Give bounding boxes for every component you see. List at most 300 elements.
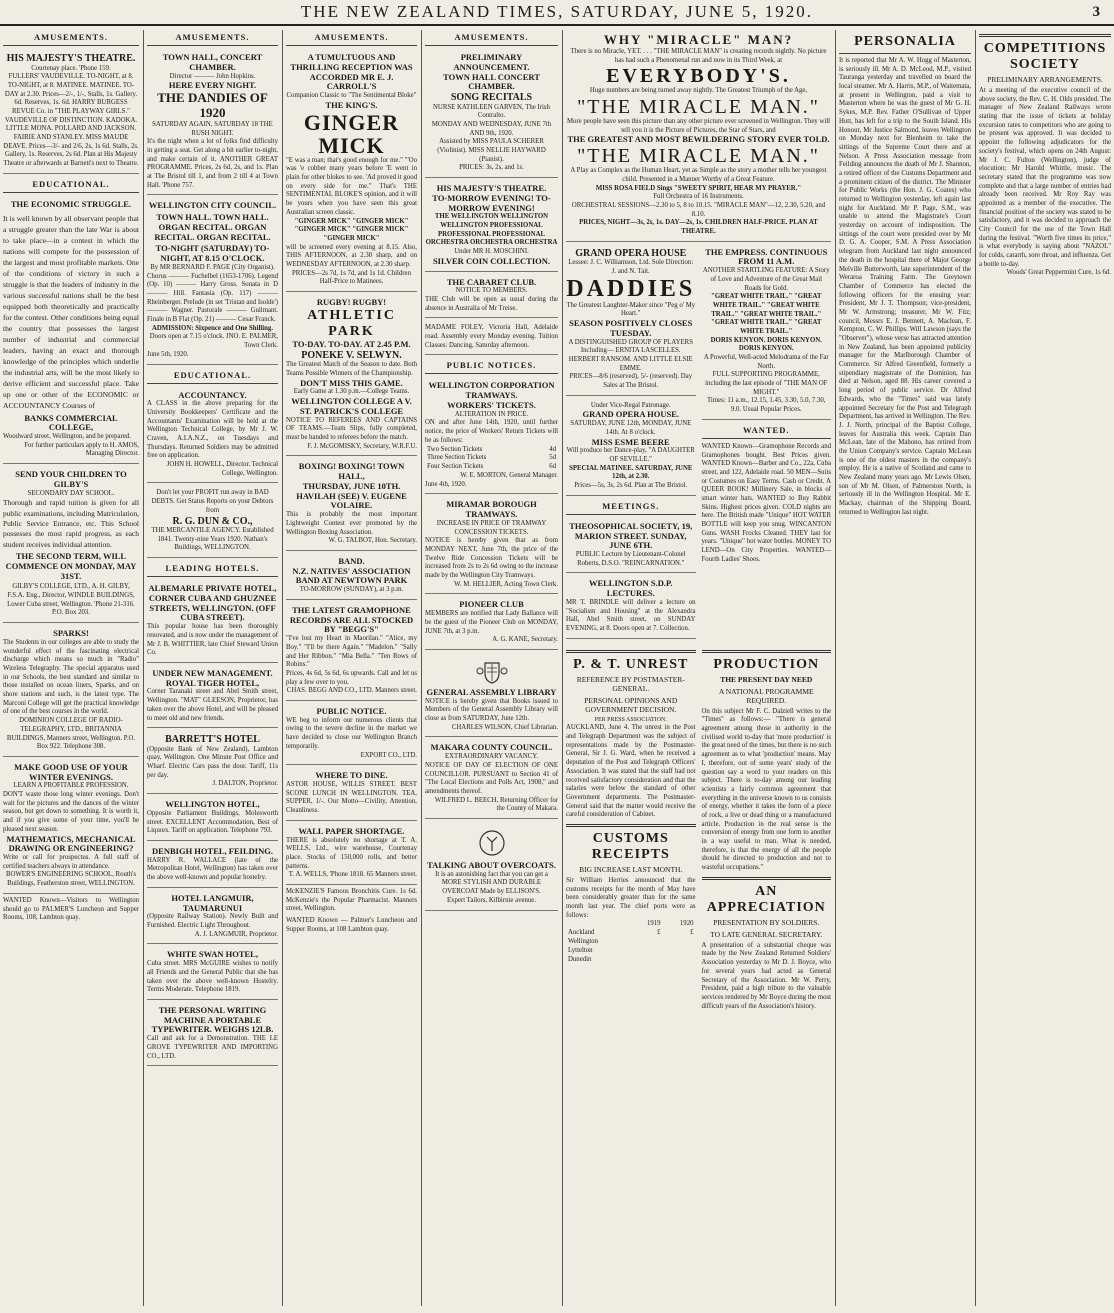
article-body: On this subject Mr F. C. Dalziell writes to the "Times" as follows:— "There is general agreement among those in authority in the civilised world to-day that 'more production' is the great need of the times, but there is no such agreement as to what 'production' means. May I, therefore, out of some years' study of the question say a word to your readers on this subject. There is to-day among our leading scientists a fairly common agreement that everything in the universe known to us consists of energy, whether it takes the form of a piece of rock, a live or dead thing or a manufactured article. Production in the real sense is the conversion of energy from one form to another in a way useful to man. What is needed, therefore, is that the energy of all the people should be directed to production and not to wasteful occupations." xyxy=(701,707,831,872)
section-header: EDUCATIONAL. xyxy=(147,368,278,384)
tailor-emblem-icon xyxy=(477,828,507,858)
ad-body: This popular house has been thoroughly renovated, and is now under the management of Mr J. B. WHITTIER, late Chief Steward Union Co. xyxy=(147,623,278,657)
ad-assembly-library xyxy=(425,653,558,738)
article-headline: P. & T. UNREST xyxy=(573,656,689,672)
matinee: SPECIAL MATINEE. SATURDAY, JUNE 12th, at 2.30. xyxy=(569,464,693,481)
ad-ginger-mick xyxy=(286,50,417,292)
ad-date: TO-MORROW (SUNDAY), at 3 p.m. xyxy=(299,586,404,594)
port: Dunedin xyxy=(568,955,592,963)
ad-subtitle: LEARN A PROFITABLE PROFESSION. xyxy=(13,782,129,790)
value xyxy=(630,938,663,947)
ad-title: PUBLIC NOTICE. xyxy=(316,706,387,717)
article-headline: PERSONALIA xyxy=(854,34,956,49)
column-1 xyxy=(0,30,142,1306)
ad-title: ATHLETIC PARK xyxy=(307,307,396,339)
council-name: WELLINGTON CITY COUNCIL. xyxy=(148,200,277,211)
ad-signature: W. G. TALBOT, Hon. Secretary. xyxy=(328,537,417,545)
performer: MISS ESME BEERE xyxy=(591,436,670,447)
ad-signature: DOMINION COLLEGE OF RADIO-TELEGRAPHY, LTD., BRITANNIA BUILDINGS, Manners street, Wellington. P.O. Box 922. Telephone 308. xyxy=(6,717,136,751)
lessee: Lessee: J. C. Williamson, Ltd. Sole Direction: J. and N. Tait. xyxy=(568,259,694,275)
press-credit: PER PRESS ASSOCIATION. xyxy=(594,716,667,723)
bout: HAVILAH (SEE) V. EUGENE VOLAIRE. xyxy=(296,490,407,511)
article-subhead-2: TO LATE GENERAL SECRETARY. xyxy=(710,929,823,939)
ad-signature: BOWER'S ENGINEERING SCHOOL, Routh's Buildings, Featherston street, WELLINGTON. xyxy=(5,871,137,888)
ticket-type: Four Section Tickets xyxy=(427,463,484,471)
singer: MISS ROSA FIELD Sings "SWEETY SPIRIT, HEAR MY PRAYER." xyxy=(595,184,802,192)
column-header: AMUSEMENTS. xyxy=(3,30,139,46)
ad-kicker: PRELIMINARY ANNOUNCEMENT. xyxy=(453,52,530,72)
ad-subtitle: ANOTHER STARTLING FEATURE: A Story of Love and Adventure of the Great Mail Roads for Gold. xyxy=(702,267,830,292)
ad-body: A Powerful, Well-acted Melodrama of the Far North. xyxy=(703,354,829,370)
news-section xyxy=(566,646,831,1012)
ad-overcoats xyxy=(425,822,558,911)
column-6 xyxy=(835,30,974,1306)
ad-title: BOXING! BOXING! TOWN HALL, xyxy=(298,461,405,482)
column-3 xyxy=(282,30,420,1306)
article-subhead-2: PERSONAL OPINIONS AND GOVERNMENT DECISION. xyxy=(584,695,678,714)
ad-kicker: ALTERATION IN PRICE. xyxy=(454,410,529,418)
ad-white-swan xyxy=(147,947,278,1000)
port: Lyttelton xyxy=(568,946,593,954)
table-row xyxy=(425,446,558,455)
ad-mckenzie: McKENZIE'S Famous Bronchitis Cure. 1s 6d. McKenzie's the Popular Pharmacist. Manners street, Wellington. xyxy=(286,887,417,913)
ad-title: MAKE GOOD USE OF YOUR WINTER EVENINGS. xyxy=(14,761,128,782)
ad-makara-county xyxy=(425,740,558,819)
cast: A DISTINGUISHED GROUP OF PLAYERS Including— ERNITA LASCELLES. HERBERT RANSOM. AND LITTLE ELSIE EMME. xyxy=(568,338,693,372)
star: DORIS KENYON. DORIS KENYON. DORIS KENYON. xyxy=(710,336,822,353)
patronage: Under Vice-Regal Patronage. xyxy=(590,401,671,409)
film-title: GINGER MICK xyxy=(303,109,400,158)
section-header: LEADING HOTELS. xyxy=(147,561,278,577)
ad-signature: Woods' Great Peppermint Cure, 1s 6d. xyxy=(1006,269,1111,277)
ad-date: TO-DAY. TO-DAY. AT 2.45 P.M. xyxy=(292,338,411,349)
column-header: AMUSEMENTS. xyxy=(147,30,278,46)
ad-body: "E was a man; that's good enough for me." "'Oo was 'e cobber many years before 'E went in plain for other blokes to see. 'Ad proved it good on every side for me." That's THE SENTIMENTAL BLOKE'S opinion, and it will be yours when you have seen this great Australian screen classic. xyxy=(286,156,417,216)
ad-title: DENBIGH HOTEL, FEILDING. xyxy=(152,845,273,856)
ad-body: MEMBERS are notified that Lady Ballance will be the guest of the Pioneer Club on MONDAY, JUNE 7th, at 3 p.m. xyxy=(425,610,558,635)
theatre-name: THE KING'S. xyxy=(325,99,378,110)
session-times: ORCHESTRAL SESSIONS—2.30 to 5, 8 to 10.15. "MIRACLE MAN"—12, 2.30, 5.20, and 8.10. xyxy=(571,201,826,218)
ad-body: ON and after June 14th, 1920, until further notice, the price of Workers' Return Tickets will be as follows: xyxy=(425,419,558,444)
venue: TOWN HALL, CONCERT CHAMBER. xyxy=(162,52,263,72)
ad-body: WE beg to inform our numerous clients that owing to the severe decline in the market we have decided to close our Wellington Branch temporarily. xyxy=(286,716,417,750)
ad-body: PUBLIC Lecture by Lieutenant-Colonel Roberts, D.S.O. "REINCARNATION." xyxy=(575,551,686,567)
film-title: "GREAT WHITE TRAIL." "GREAT WHITE TRAIL." "GREAT WHITE TRAIL." "GREAT WHITE TRAIL." "GREAT WHITE TRAIL." "GREAT WHITE TRAIL." xyxy=(711,293,822,335)
ad-kicker: BAND. xyxy=(338,555,365,566)
ad-tagline: THE GREATEST AND MOST BEWILDERING STORY EVER TOLD. xyxy=(567,134,830,145)
newspaper-title: THE NEW ZEALAND TIMES, SATURDAY, JUNE 5, 1920. xyxy=(300,2,814,21)
venue: TOWN HALL CONCERT CHAMBER. xyxy=(443,71,540,92)
section-header: WANTED. xyxy=(702,423,832,439)
ad-title: PIONEER CLUB xyxy=(459,599,524,610)
conductor: Under MR H. MOSCHINI. xyxy=(454,248,529,256)
ad-accountancy xyxy=(147,388,278,484)
ad-body: NOTICE is hereby given that Books issued to Members of the General Assembly Library will close as from SATURDAY, June 12th. xyxy=(425,697,558,723)
ad-date: MONDAY AND WEDNESDAY, JUNE 7th AND 9th, 1920. xyxy=(431,120,552,137)
ad-body: More people have seen this picture than any other picture ever screened in Wellington. They will tell you it is the Picture of Pictures, the Star of Stars, and xyxy=(566,118,831,134)
ad-tramways xyxy=(425,378,558,494)
section-header: PUBLIC NOTICES. xyxy=(425,358,558,374)
ad-body: Don't let your PROFIT run away in BAD DEBTS. Get Status Reports on your Debtors from xyxy=(151,489,274,514)
ad-subtitle: WORKERS' TICKETS. xyxy=(447,399,536,410)
show-title: DADDIES xyxy=(566,275,696,302)
value: £ xyxy=(657,929,661,937)
ad-subtitle: EXTRAORDINARY VACANCY. xyxy=(444,753,539,761)
ad-subtitle: NOTICE TO MEMBERS. xyxy=(455,287,528,295)
ad-signature: JOHN H. HOWELL, Director. Technical College, Wellington. xyxy=(166,461,278,477)
ad-title: ACCOUNTANCY. xyxy=(178,389,247,400)
ad-title: THE PERSONAL WRITING MACHINE A PORTABLE TYPEWRITER. WEIGHS 12LB. xyxy=(151,1004,274,1035)
match: PONEKE V. SELWYN. xyxy=(301,349,402,361)
ad-prices: PRICES, NIGHT—3s, 2s, 1s. DAY—2s, 1s. CHILDREN HALF-PRICE. PLAN AT THEATRE. xyxy=(579,219,818,235)
section-header: EDUCATIONAL. xyxy=(3,177,139,193)
ad-body: The Greatest Match of the Season to date. Both Teams Possible Winners of the Championship. xyxy=(286,361,417,377)
recital-time: TO-NIGHT (SATURDAY) TO-NIGHT, AT 8.15 O'CLOCK. xyxy=(155,243,270,264)
ad-body: ASTOR HOUSE, WILLIS STREET. BEST SCONE LUNCH IN WELLINGTON. TEA, SUPPER, 1/-. Our Motto—Civility, Attention, Cleanliness. xyxy=(286,780,417,815)
ad-song-recitals xyxy=(425,50,558,178)
college-signature: For further particulars apply to H. AMOS, Managing Director. xyxy=(24,441,139,458)
table-row xyxy=(425,454,558,463)
theatre-name: HIS MAJESTY'S THEATRE. xyxy=(436,183,547,194)
ad-kicker: WHY "MIRACLE" MAN? xyxy=(603,32,794,47)
session-times: Times: 11 a.m., 12.15, 1.45, 3.30, 5.0, 7.30, 9.0. Usual Popular Prices. xyxy=(707,397,826,414)
article-headline: AN APPRECIATION xyxy=(706,883,826,915)
ad-prices: Prices—5s, 3s, 2s 6d. Plan at The Bristol. xyxy=(574,482,688,490)
ad-orchestra xyxy=(425,181,558,272)
ad-kicker: A TUMULTUOUS AND THRILLING RECEPTION WAS ACCORDED MR E. J. CARROLL'S xyxy=(290,52,413,92)
ticket-type: Two Section Tickets xyxy=(427,445,483,453)
date: June 5th, 1920. xyxy=(147,350,189,358)
ad-royal-tiger xyxy=(147,666,278,728)
ad-signature: A. J. LANGMUIR, Proprietor. xyxy=(194,930,278,938)
ad-date: June 4th, 1920. xyxy=(425,480,467,488)
ad-subtitle: Companion Classic to "The Sentimental Bloke" xyxy=(286,92,417,100)
ad-date: SATURDAY, JUNE 12th, MONDAY, JUNE 14th. At 8 o'clock. xyxy=(570,420,692,436)
ad-kicker: RUGBY! RUGBY! xyxy=(316,297,387,308)
ad-madame-foley: MADAME FOLEY, Victoria Hall, Adelaide road. Assembly every Monday evening. Tuition Classes: Dancing, Saturday afternoon. xyxy=(425,321,558,355)
ad-body: Cuba street. MRS McGUIRE wishes to notify all Friends and the General Public that she has taken over the above well-known Hostelry. Terms Moderate. Telephone 1819. xyxy=(147,960,278,994)
ad-body: (Opposite Railway Station). Newly Built and Furnished. Electric Light Throughout. xyxy=(147,913,278,929)
column-header: AMUSEMENTS. xyxy=(286,30,417,46)
show-title: THE DANDIES OF 1920 xyxy=(157,89,268,120)
ad-title: WHERE TO DINE. xyxy=(315,770,388,781)
ad-prices: PRICES—2s 7d, 1s 7d, and 1s 1d. Children Half-Price to Matinees. xyxy=(292,269,411,286)
ad-gramophone xyxy=(286,603,417,701)
column-header: 1919 xyxy=(646,920,661,928)
ad-title: ALBEMARLE PRIVATE HOTEL, CORNER CUBA AND GHUZNEE STREETS, WELLINGTON. (OFF CUBA STREET). xyxy=(148,583,277,623)
ticket-price: 6d xyxy=(549,463,556,471)
subcolumn-left xyxy=(566,245,696,642)
table-header-row xyxy=(566,920,696,929)
ad-dandies xyxy=(147,50,278,195)
film-title: "THE MIRACLE MAN." xyxy=(577,96,820,118)
article-body: A presentation of a substantial cheque was made by the New Zealand Returned Soldiers' Association yesterday to Mr D. J. Boyce, who for several years had acted as General Secretary of the Association. Mr W. Perry, President, paid a high tribute to the valuable services rendered by Mr Boyce during the most difficult years of the Association's history. xyxy=(701,941,831,1010)
college-match: WELLINGTON COLLEGE A V. ST. PATRICK'S COLLEGE xyxy=(291,396,412,416)
ad-body: HARRY R. WALLACE (late of the Metropolitan Hotel, Wellington) has taken over the above well-known and popular hostelry. xyxy=(147,856,278,882)
orchestra-name: THE WELLINGTON WELLINGTON WELLINGTON PROFESSIONAL PROFESSIONAL PROFESSIONAL ORCHESTRA ORCHESTRA ORCHESTRA xyxy=(425,213,558,247)
college-name: BANKS COMMERCIAL COLLEGE, xyxy=(24,412,118,433)
ticket-price: 5d xyxy=(549,454,556,462)
ad-title: WELLINGTON CORPORATION TRAMWAYS. xyxy=(428,380,555,401)
section-header: MEETINGS. xyxy=(566,499,696,515)
ad-subtitle: Huge numbers are being turned away nightly. The Greatest Triumph of the Age, xyxy=(589,87,808,95)
ad-wall-paper xyxy=(286,824,417,885)
ad-title: WELLINGTON HOTEL, xyxy=(165,799,260,810)
ad-sparks xyxy=(3,626,139,757)
organist: By MR BERNARD F. PAGE (City Organist). xyxy=(150,263,275,271)
wanted-listings: WANTED Known—Gramophone Records and Gramophones bought. Best Prices given. WANTED Known—Barber and Co., 22a, Cuba street, and 122, Adelaide road. 50 MEN—Suits or Costumes on Easy Terms. Cash or Credit. A QUEER BOOK! Millinery Sale, in blocks of smart winter hats. WANTED to Buy Rabbit Skins. Highest prices given. COLD nights are here. The British made "Unique" HOT WATER BOTTLE will keep you snug. WINCANTON Guns. WASH Frocks Cleaned. THEY last for years. "Unique" hot water bottles. MONEY TO LEND—On City Properties. WANTED—Fourth Ladies' Shoes. xyxy=(701,442,831,563)
ad-prices: PRICES—8/6 (reserved), 5/- (reserved). Day Sales at The Bristol. xyxy=(569,373,693,390)
ad-daddies xyxy=(566,245,696,396)
ad-body: It's the night when a lot of folks find difficulty in getting a seat. Get along a bit earlier to-night, and make certain of it. ANOTHER GREAT PROGRAMME. Prices, 2s 6d, 2s, and 1s. Plan at The Bristol till 1, and from 2 till 4 at Town Hall. 'Phone 757. xyxy=(147,138,278,189)
value xyxy=(663,938,696,947)
ad-title: R. G. DUN & CO., xyxy=(172,515,253,527)
ad-miramar xyxy=(425,497,558,594)
ad-dun-co xyxy=(147,486,278,558)
ad-body: Call and ask for a Demonstration. THE LE GROVE TYPEWRITER AND IMPORTING CO., LTD. xyxy=(147,1035,278,1060)
table-row xyxy=(425,463,558,472)
column-5 xyxy=(562,30,834,1306)
ad-signature: W. M. HELLIER, Acting Town Clerk. xyxy=(454,580,558,588)
ad-body-2: A Play as Complex as the Human Heart, yet as Simple as the story a mother tells her youngest child. Presented in a Manner Worthy of a Great Feature. xyxy=(570,167,827,183)
column-4 xyxy=(421,30,561,1306)
ad-signature: A. G. KANE, Secretary. xyxy=(492,636,558,644)
ad-subtitle: INCREASE IN PRICE OF TRAMWAY CONCESSION TICKETS. xyxy=(436,519,547,536)
ad-wanted: WANTED Known — Palmer's Luncheon and Supper Rooms, at 108 Lambton quay. xyxy=(286,917,417,933)
ad-title: HOTEL LANGMUIR, TAUMARUNUI xyxy=(171,892,254,913)
article-headline: COMPETITIONS SOCIETY xyxy=(983,41,1107,72)
ad-kicker: HERE EVERY NIGHT. xyxy=(168,80,257,91)
ad-organ-recital xyxy=(147,198,278,364)
ticket-price-table xyxy=(425,446,558,472)
ticket-type: Three Section Tickets xyxy=(427,454,487,462)
ad-body: NOTICE is hereby given that as from MONDAY NEXT, June 7th, the price of the Twelve Ride Concession Tickets will be increased from 2s to 2s 6d owing to the increase made by the Wellington City Tramways. xyxy=(425,537,558,580)
ad-title: N.Z. NATIVES' ASSOCIATION BAND AT NEWTOWN PARK xyxy=(292,565,411,586)
recital-header: TOWN HALL. TOWN HALL. ORGAN RECITAL. ORGAN RECITAL. ORGAN RECITAL. xyxy=(154,212,271,242)
ad-body: Will produce her Dance-play, "A DAUGHTER OF SEVILLE." xyxy=(566,447,695,464)
article-subhead: PRESENTATION BY SOLDIERS. xyxy=(713,917,820,927)
ad-title: SEND YOUR CHILDREN TO GILBY'S xyxy=(15,469,127,489)
article-body: AUCKLAND, June 4. The unrest in the Post and Telegraph Department was the subject of representations made by the Postmaster-General, Sir J. G. Ward, when he received a deputation of the Post and Telegraph Officers' Association. It was stated that the staff had not received satisfactory consideration and that the salaries were below the standard of other Government departments. The Postmaster-General said that the matter would receive the careful consideration of Cabinet. xyxy=(566,724,696,819)
article-subhead: THE PRESENT DAY NEED xyxy=(720,674,813,684)
ad-wellington-hotel xyxy=(147,797,278,841)
ad-gilbys xyxy=(3,467,139,623)
article-headline: CUSTOMS RECEIPTS xyxy=(591,830,670,862)
ad-body: THE Club will be open as usual during the absence in Australia of Mr Treise. xyxy=(425,296,558,312)
port: Wellington xyxy=(568,938,599,946)
ad-body: It is well known by all observant people that a struggle greater than the late War is about to take place—in a contest in which the nations will compete for the possession of the largest and most profitable markets. One of the conditions of victory in such a struggle is that the leaders of industry in the various successful nations shall be the best equipped both theoretically and practically for the contest. Other conditions being equal the country that possesses the largest number of industrial and commercial leaders, having an exact and thorough knowledge of the principles which underlie the industrial arts, will be the most likely to derive efficient and successful place. Take up one or other of the ECONOMIC or ACCOUNTANCY Courses of xyxy=(3,213,139,410)
ad-body: It is an astonishing fact that you can get a MORE STYLISH AND DURABLE OVERCOAT Made by ELLISON'S. xyxy=(435,870,548,896)
ad-body: Corner Taranaki street and Abel Smith street, Wellington. "MAT" GLEESON, Proprietor, has taken over the above Hotel, and will be pleased to meet old and new friends. xyxy=(147,688,278,722)
subcolumn-right xyxy=(702,646,832,1012)
ad-sdp-lectures xyxy=(566,576,696,638)
article-headline: PRODUCTION xyxy=(713,656,820,672)
singer: NURSE KATHLEEN GARVEN, The Irish Contralto. xyxy=(433,103,550,120)
ad-signature: W. E. MORTON, General Manager. xyxy=(460,471,558,479)
ad-wanted: WANTED Known—Visitors to Wellington should go to PALMER'S Luncheon and Supper Rooms, 108, Lambton quay. xyxy=(3,896,139,922)
ad-signature: EXPORT CO., LTD. xyxy=(360,751,417,759)
ad-subtitle: The Greatest Laughter-Maker since "Peg o' My Heart." xyxy=(566,301,696,318)
college-address: Woodward street, Wellington, and be prepared. xyxy=(3,433,131,441)
ad-heading: MATHEMATICS, MECHANICAL DRAWING OR ENGINEERING? xyxy=(6,833,136,854)
orchestra: Full Orchestra of 16 Instruments. xyxy=(653,193,744,201)
ad-make-good-use xyxy=(3,760,139,894)
ad-body-2: will be screened every evening at 8.15. Also, THIS AFTERNOON, at 2.30 sharp, and on WEDNESDAY AFTERNOON, at 2.30 sharp. xyxy=(286,243,417,268)
ad-pioneer-club xyxy=(425,597,558,650)
value xyxy=(630,956,663,965)
column-header xyxy=(566,920,630,929)
programme: Chorus ——— Fuchelbel (1653-1706). Legend (Op. 10) ——— Harry Gross. Sonata in D ——— Hill. Fantasia (Op. 117) ——— Rheinberger. Prelude (in set 'Tristan and Isolde') ——— Wagner. Pastorale ——— Guilmant. Finale in B Flat (Op. 21) ——— Cesar Franck. xyxy=(147,272,279,324)
theatre-name: EVERYBODY'S. xyxy=(606,65,791,88)
ad-title: HIS MAJESTY'S THEATRE. xyxy=(6,53,136,64)
venue: GRAND OPERA HOUSE. xyxy=(582,409,680,420)
assisting-artists: Assisted by MISS PAULA SCHERER (Violinist). MISS NELLIE HAYWARD (Pianist). xyxy=(437,138,546,163)
venue: GRAND OPERA HOUSE xyxy=(575,247,687,259)
ad-slogan: DON'T MISS THIS GAME. xyxy=(300,377,403,388)
ad-date: TO-MORROW EVENING! TO-MORROW EVENING! xyxy=(432,192,551,213)
ad-body-2: Write or call for prospectus. A full staff of certified teachers always in attendance. xyxy=(3,854,139,870)
value xyxy=(630,947,663,956)
ad-barretts xyxy=(147,731,278,794)
table-row xyxy=(566,929,696,938)
ad-signature: GILBY'S COLLEGE, LTD., A. H. GILBY, F.S.A. Eng., Director, WINDLE BUILDINGS, Lower Cuba street, Wellington. 'Phone 21-316. P.O. Box 203. xyxy=(7,583,135,617)
ad-title: THEOSOPHICAL SOCIETY, 19, MARION STREET. SUNDAY, JUNE 6TH. xyxy=(569,520,693,551)
article-subhead: BIG INCREASE LAST MONTH. xyxy=(579,864,683,874)
ad-body: THERE is absolutely no shortage at T. A. WELLS, Ltd., wire warehouse, Courtenay place. Stocks of 150,000 rolls, and better patterns. xyxy=(286,836,417,870)
ad-where-to-dine xyxy=(286,768,417,821)
two-column-section xyxy=(566,245,831,642)
ad-boxing xyxy=(286,459,417,551)
season-notice: SEASON POSITIVELY CLOSES TUESDAY. xyxy=(569,318,693,338)
ad-title: WHITE SWAN HOTEL, xyxy=(167,949,258,960)
ad-title: MIRAMAR BOROUGH TRAMWAYS. xyxy=(446,499,537,520)
table-row xyxy=(566,947,696,956)
ad-date: THURSDAY, JUNE 10TH. xyxy=(302,480,401,491)
director: Director ——— John Hopkins. xyxy=(169,72,256,80)
ad-cabaret xyxy=(425,275,558,319)
coat-of-arms-icon xyxy=(475,659,509,685)
ad-body: NOTICE OF DAY OF ELECTION OF ONE COUNCILLOR. PURSUANT to Section 41 of "The Local Elections and Polls Act, 1908," and amendments thereof. xyxy=(425,761,558,795)
column-header: 1920 xyxy=(679,920,694,928)
ad-intro: There is no Miracle, YET. . . . "THE MIRACLE MAN" is creating records nightly. No picture has had such a Phenomenal run and now in its Third Week, at xyxy=(570,47,827,64)
collection: SILVER COIN COLLECTION. xyxy=(432,255,551,266)
ad-title: THE ECONOMIC STRUGGLE. xyxy=(10,198,132,209)
page-number: 3 xyxy=(1092,3,1100,20)
ad-typewriter xyxy=(147,1003,278,1066)
ad-signature: CHARLES WILSON, Chief Librarian. xyxy=(451,723,558,731)
table-row xyxy=(566,938,696,947)
ad-esme-beere xyxy=(566,399,696,496)
ad-title: WELLINGTON S.D.P. LECTURES. xyxy=(588,578,673,599)
ad-body: Opposite Parliament Buildings, Molesworth street. EXCELLENT Accommodation, Best of Liquors. Tariff on application. Telephone 793. xyxy=(147,809,278,835)
venue: THE EMPRESS. CONTINUOUS FROM 11 A.M. xyxy=(705,246,828,267)
ad-title: UNDER NEW MANAGEMENT. ROYAL TIGER HOTEL, xyxy=(152,667,273,688)
ad-title: SPARKS! xyxy=(53,628,89,639)
ad-signature: T. A. WELLS, 'Phone 1818. 65 Manners street. xyxy=(288,871,417,879)
ad-subtitle: THE MERCANTILE AGENCY. Established 1841. Twenty-nine Years 1920. Nathan's Buildings, WELLINGTON. xyxy=(151,527,274,552)
article-subhead: PRELIMINARY ARRANGEMENTS. xyxy=(987,75,1103,84)
value: £ xyxy=(690,929,694,937)
ad-title: TALKING ABOUT OVERCOATS. xyxy=(427,860,556,870)
ad-body: The Students in our colleges are able to study the wonderful effect of the fascinating electrical discharge which means so much in "Radio" Wireless Telegraphy. The special apparatus used in our Schools, the best standard and similar to those installed on ocean liners, Sparks, and on shore stations and such, is the latest type. The Marconi College will get the practical knowledge of one of the best courses in the world. xyxy=(3,638,139,716)
column-7 xyxy=(975,30,1114,1306)
ad-title: WALL PAPER SHORTAGE. xyxy=(298,825,405,836)
customs-table xyxy=(566,920,696,964)
ad-title: BARRETT'S HOTEL xyxy=(165,734,260,746)
ad-title: THE CABARET CLUB. xyxy=(446,276,537,287)
ad-signature: WILFRED L. BEECH, Returning Officer for the County of Makara. xyxy=(434,796,558,813)
ad-rugby xyxy=(286,295,417,456)
ad-term: THE SECOND TERM, WILL COMMENCE ON MONDAY, MAY 31ST. xyxy=(5,551,137,581)
doors: Doors open at 7.15 o'clock. JNO. E. PALMER, Town Clerk. xyxy=(149,333,278,350)
film-title-repeat: "THE MIRACLE MAN." xyxy=(577,145,820,168)
ad-subline: Courtenay place. 'Phone 159. xyxy=(31,64,111,72)
ad-theosophical xyxy=(566,519,696,574)
ad-albemarle xyxy=(147,581,278,663)
article-body: It is reported that Mr A. W. Hogg of Masterton, is seriously ill. Mr A. D. McLeod, M.P., visited Tauranga yesterday and travelled on board the local steamer. Mr A. Harris, M.P., of Waitemata, at present in Wellington, paid a visit to Masterton where he was the guest of Mr G. H. Sykes, M.P. Rev. Father O'Sullivan of Upper Hutt, has left for a trip to the South Island. His Honour, Mr Justice Salmond, leaves Wellington on Monday next for Blenheim to take the sittings of the Supreme Court there and at Nelson. A Press Association message from Feilding announces the death of Mr J. Shannon, a retired officer of the Customs Department and a prominent citizen of the district. The Minister for Public Works (the Hon. J. G. Coates) who returned to Wellington yesterday, left again last night for Auckland. Mr P. Page, S.M., was unable to attend the Magistrate's Court yesterday on account of indisposition. The sittings of the court were presided over by Mr D. G. A. Cooper, S.M. A Press Association telegram from Auckland last night announced the death in the hospital there of Major George Melville Butterworth, late superintendent of the Weraroa Training Farm. The Greytown Chamber of Commerce has elected the following officers for the ensuing year: President, Mr J. T. Thompson; vice-president, Mr W. Armstrong; treasurer, Mr W. Fitz; council, Messrs E. J. Bennett, A. Maclean, F. Kempton, C. W. Phillips. Will Lawson (says the "Observer"), whose verse has attracted attention in New Zealand, has been appointed publicity manager for the Marlborough Chamber of Commerce. Sir Alfred Greenfield, formerly a stipendiary magistrate of the Dominion, has died at Nelson, aged 88. His career covered a long period of public service. Dr Alfred Edwards, who the "Times" said was lately appointed Secretary for the Post and Telegraph Department, has arrived in Wellington. The Rev. J. J. North, principal of the Baptist College, leaves for Australia this week. Captain Dan McLean, late of the Mahono, has retired from the Union Company's service. Captain McLean is one of the oldest masters in the company's employ. He is a native of Scotland and came to New Zealand many years ago. Mr Lewis Olsen, son of Mr M. Olsen, of Palmerston North, is seriously ill in the Wellington Hospital. Mr E. Mackay, chairman of the Shipping Board, returned to Wellington last night. xyxy=(839,57,971,516)
ad-prices: PRICES: 3s, 2s, and 1s. xyxy=(459,164,524,172)
ad-economic-struggle xyxy=(3,197,139,464)
ad-empress xyxy=(702,245,832,420)
ad-public-notice xyxy=(286,704,417,765)
subcolumn-right xyxy=(702,245,832,642)
masthead xyxy=(0,0,1114,26)
ad-signature: F. J. McGOMISKY, Secretary, W.R.F.U. xyxy=(307,442,417,450)
ad-langmuir xyxy=(147,891,278,945)
ad-body: DON'T waste those long winter evenings. Don't wait for the pictures and the dances of the winter season, but get down to something. It is worth it, and if you give some of your time, you'll be pleased next season. xyxy=(3,791,139,833)
ticket-price: 4d xyxy=(549,445,556,453)
subcolumn-left xyxy=(566,646,696,1012)
early-game: Early Game at 1.30 p.m.—College Teams. xyxy=(293,388,410,396)
ad-body: This is probably the most important Lightweight Contest ever promoted by the Wellington Boxing Association. xyxy=(286,511,417,536)
ad-body: A CLASS in the above preparing for the University Bookkeepers' Certificate and the Accountants' Examination will be held at the Wellington Technical College, by Mr J. W. Craven, A.I.A.N.Z., on Tuesdays and Thursdays. Returned Soldiers may be admitted free on application. xyxy=(147,400,278,460)
ad-signature: J. DALTON, Proprietor. xyxy=(212,780,278,788)
record-list: "I've lost my Heart in Maorilan." "Alice, my Boy." "I'll be there Again." "Madelon." "Sally and Her Ribbon." "Mia Bella." "Ten Rows of Robins." xyxy=(286,635,417,669)
ad-body: Prices, 4s 6d, 5s 6d, 6s upwards. Call and let us play a few over to you. xyxy=(286,669,417,686)
ad-denbigh xyxy=(147,844,278,888)
ad-subtitle: SECONDARY DAY SCHOOL. xyxy=(27,489,115,497)
ad-body: FULLERS' VAUDEVILLE. TO-NIGHT, at 8. TO-NIGHT, at 8. MATINEE. MATINEE. TO-DAY at 2.30. Prices—2/-, 1/-, Stalls, 1s. Gallery. 6d. Reserves, 1s. 6d. HARRY BURGESS REVUE Co. in "THE PLAYWAY GIRLS." VAUDEVILLE OF DISTINCTION. KADOKA. LITTLE MONA. POLLARD AND JACKSON. FAIRIE AND STANLEY. MISS MAUDE DEAVE. Prices—3/- and 2/6, 2s, 1s 6d. Stalls, 2s. Gallery, 1s. Reserves, 2s 6d. Plan at His Majesty Theatre or afterwards at Barnett's next to Theatre. xyxy=(3,73,139,168)
column-2 xyxy=(143,30,281,1306)
ad-miracle-man xyxy=(566,30,831,242)
ad-title: SONG RECITALS xyxy=(450,92,533,104)
article-body: At a meeting of the executive council of the above society, the Rev. C. H. Olds presided. The manager of New Zealand Railways wrote stating that the issue of tickets at holiday excursion rates to competitors who are going to be present was approved. It was decided to appoint the following adjudicators for the society's festival, which opens on 24th August: Mr J. C. Fulton (Wellington), judge of elocution; Mr Harold Whittle, music. The secretary stated that the programme was now complete and that a large number of entries had already been received. Mr Roy Ray was appointed as a member of the executive. The financial position of the society was stated to be satisfactory, and it was decided to approach the City Council for the use of the Town Hall during the festival. "Worth five times its price," is what everybody is saying about "NAZOL" for colds, catarrh, sore throat, and influenza. Get a bottle to-day. xyxy=(979,87,1111,268)
article-subhead: REFERENCE BY POSTMASTER-GENERAL. xyxy=(576,674,685,693)
ad-title: MAKARA COUNTY COUNCIL. xyxy=(430,742,553,753)
value xyxy=(663,947,696,956)
title-repeat: "GINGER MICK" "GINGER MICK" "GINGER MICK" "GINGER MICK" "GINGER MICK" xyxy=(294,217,409,242)
port: Auckland xyxy=(568,929,595,937)
ad-body: Thorough and rapid tuition is given for all public examinations, including Matriculation, Public Service Entrance, etc. This School possesses the most rapid progress, as each student receives individual attention. xyxy=(3,498,139,549)
supporting: FULL SUPPORTING PROGRAMME, including the last episode of "THE MAN OF MIGHT." xyxy=(705,371,828,396)
ad-his-majestys xyxy=(3,50,139,174)
admission: ADMISSION: Sixpence and One Shilling. xyxy=(151,324,274,332)
ad-subtitle: SATURDAY AGAIN, SATURDAY 18 THE RUSH NIGHT. xyxy=(152,120,273,137)
ad-body: (Opposite Bank of New Zealand), Lambton quay, Wellington. One Minute Post Office and Wharf. Electric Cars pass the door. Tariff, 11s per day. xyxy=(147,745,278,779)
ad-body: MR T. BRINDLE will deliver a lecture on "Socialism and Housing" at the Alexandra Hall, Abel Smith street, on SUNDAY EVENING, at 8. Doors open at 7. Collection. xyxy=(566,598,696,633)
article-subhead-2: A NATIONAL PROGRAMME REQUIRED. xyxy=(718,686,814,705)
ad-band xyxy=(286,554,417,600)
article-body: Sir William Herries announced that the customs receipts for the month of May have been considerably greater than for the same month last year. The chief ports were as follows: xyxy=(566,876,696,919)
ad-title: GENERAL ASSEMBLY LIBRARY xyxy=(426,686,557,697)
ad-signature: Expert Tailors, Kilbirnie avenue. xyxy=(446,896,537,904)
column-header: AMUSEMENTS. xyxy=(425,30,558,46)
value xyxy=(663,956,696,965)
notice: NOTICE TO REFEREES AND CAPTAINS OF TEAMS.—Team Slips, fully completed, must be handed to referees before the match. xyxy=(286,416,417,441)
table-row xyxy=(566,956,696,965)
ad-signature: CHAS. BEGG AND CO., LTD. Manners street. xyxy=(286,687,417,695)
ad-title: THE LATEST GRAMOPHONE RECORDS ARE ALL STOCKED BY "BEGG'S" xyxy=(289,604,414,635)
